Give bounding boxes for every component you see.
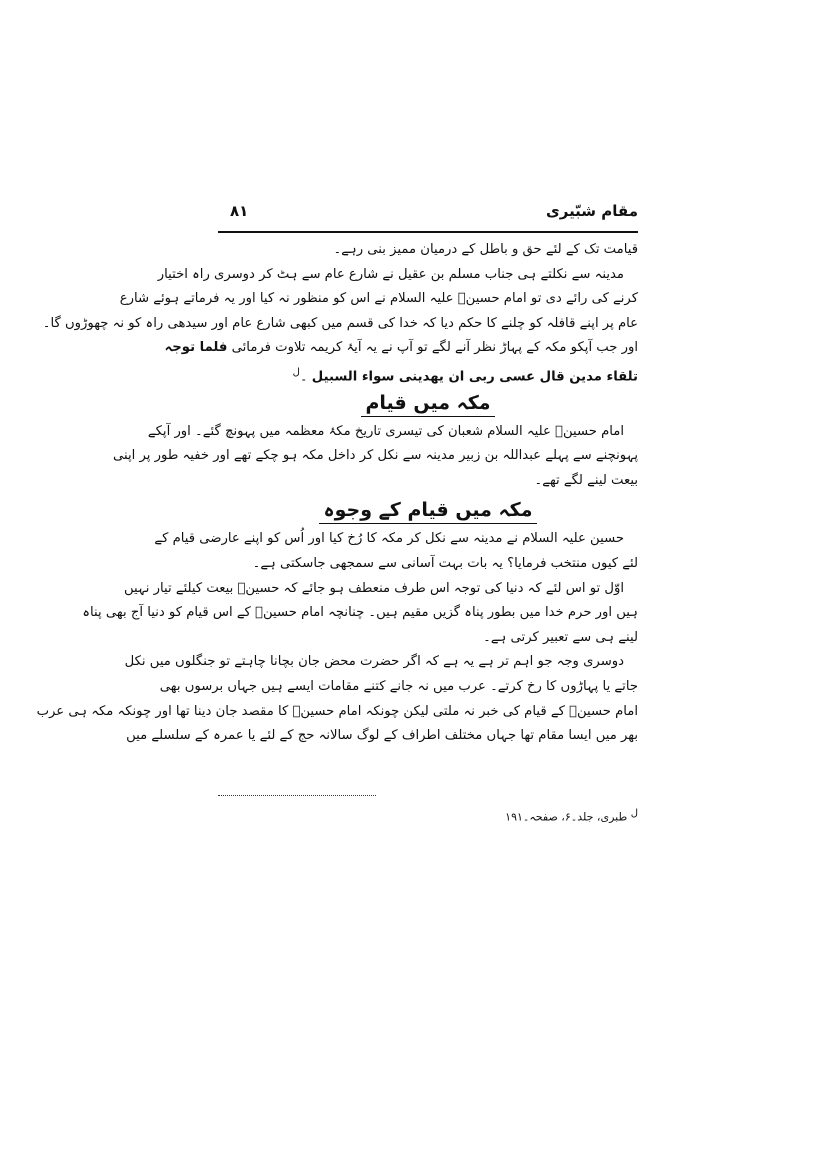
- arabic-verse-line: [218, 361, 638, 386]
- text-segment: اور جب آپکو مکہ کے پہاڑ نظر آنے لگے تو آپ نے یہ آیۂ کریمہ تلاوت فرمائی: [231, 340, 638, 356]
- paragraph-1: [218, 238, 638, 263]
- text-line: لینے ہی سے تعبیر کرتی ہے۔: [483, 629, 638, 645]
- text-line: جاتے یا پہاڑوں کا رخ کرتے۔ عرب میں نہ جانے کتنے مقامات ایسے ہیں جہاں برسوں بھی: [159, 678, 638, 694]
- heading-text: مکہ میں قیام کے وجوہ: [319, 497, 536, 524]
- text-line: مدینہ سے نکلتے ہی جناب مسلم بن عقیل نے شارع عام سے ہٹ کر دوسری راہ اختیار: [157, 266, 624, 282]
- text-line: عام پر اپنے قافلہ کو چلنے کا حکم دیا کہ خدا کی قسم میں کبھی شارع عام اور سیدھی راہ کو نہ چھوڑوں گا۔: [42, 315, 638, 331]
- header-rule: [218, 231, 638, 233]
- section-heading-1: [218, 386, 638, 420]
- page-number: ۸۱: [230, 202, 249, 220]
- arabic-verse: تلقاء مدین قال عسی ربی ان یھدینی سواء السبیل: [311, 369, 638, 385]
- text-line: اوّل تو اس لئے کہ دنیا کی توجہ اس طرف منعطف ہو جائے کہ حسینؑ بیعت کیلئے تیار نہیں: [124, 580, 624, 596]
- text-line: قیامت تک کے لئے حق و باطل کے درمیان ممیز بنی رہے۔: [333, 242, 638, 257]
- paragraph-2: [42, 263, 638, 386]
- footnote-divider: [218, 795, 376, 796]
- text-line: امام حسینؑ علیہ السلام شعبان کی تیسری تاریخ مکۂ معظمہ میں پہونچ گئے۔ اور آپکے: [147, 423, 624, 439]
- text-line: کرنے کی رائے دی تو امام حسینؑ علیہ السلام نے اس کو منظور نہ کیا اور یہ فرماتے ہوئے شارع: [119, 291, 638, 307]
- text-line: دوسری وجہ جو اہم تر ہے یہ ہے کہ اگر حضرت محض جان بچانا چاہتے تو جنگلوں میں نکل: [124, 654, 624, 670]
- paragraph-4: [154, 527, 638, 576]
- footnote-text: طبری، جلد۔۶، صفحہ۔۱۹۱: [505, 810, 628, 824]
- footnote: [218, 808, 638, 824]
- page-body: [36, 238, 638, 749]
- page-header: [218, 198, 638, 230]
- footnote-marker: ل: [292, 366, 300, 378]
- text-line: حسین علیہ السلام نے مدینہ سے نکل کر مکہ کا رُخ کیا اور اُس کو اپنے عارضی قیام کے: [154, 531, 624, 547]
- text-line: لئے کیوں منتخب فرمایا؟ یہ بات بہت آسانی سے سمجھی جاسکتی ہے۔: [252, 555, 638, 571]
- section-heading-2: [218, 493, 638, 527]
- full-stop: ۔: [299, 369, 308, 385]
- text-line: پہونچنے سے پہلے عبداللہ بن زبیر مدینہ سے نکل کر داخل مکہ ہو چکے تھے اور خفیہ طور پر اپنی: [113, 448, 638, 464]
- arabic-verse-inline: فلما توجہ: [164, 340, 228, 356]
- paragraph-3: [113, 420, 638, 494]
- text-line-with-arabic: [164, 336, 638, 361]
- footnote-marker: ل: [630, 808, 638, 819]
- running-title: مقام شبّیری: [545, 202, 638, 220]
- book-page: [36, 198, 638, 858]
- paragraph-6: [36, 650, 638, 748]
- heading-text: مکہ میں قیام: [361, 390, 494, 417]
- text-line: بھر میں ایسا مقام تھا جہاں مختلف اطراف کے لوگ سالانہ حج کے لئے یا عمرہ کے سلسلے میں: [126, 728, 638, 744]
- text-line: امام حسینؑ کے قیام کی خبر نہ ملتی لیکن چونکہ امام حسینؑ کا مقصد جان دینا تھا اور چونکہ مکہ ہی عرب: [36, 703, 638, 719]
- text-line: ہیں اور حرم خدا میں بطور پناہ گزیں مقیم ہیں۔ چنانچہ امام حسینؑ کے اس قیام کو دنیا آج بھی پناہ: [82, 605, 638, 621]
- paragraph-5: [82, 577, 638, 651]
- text-line: بیعت لینے لگے تھے۔: [534, 472, 638, 488]
